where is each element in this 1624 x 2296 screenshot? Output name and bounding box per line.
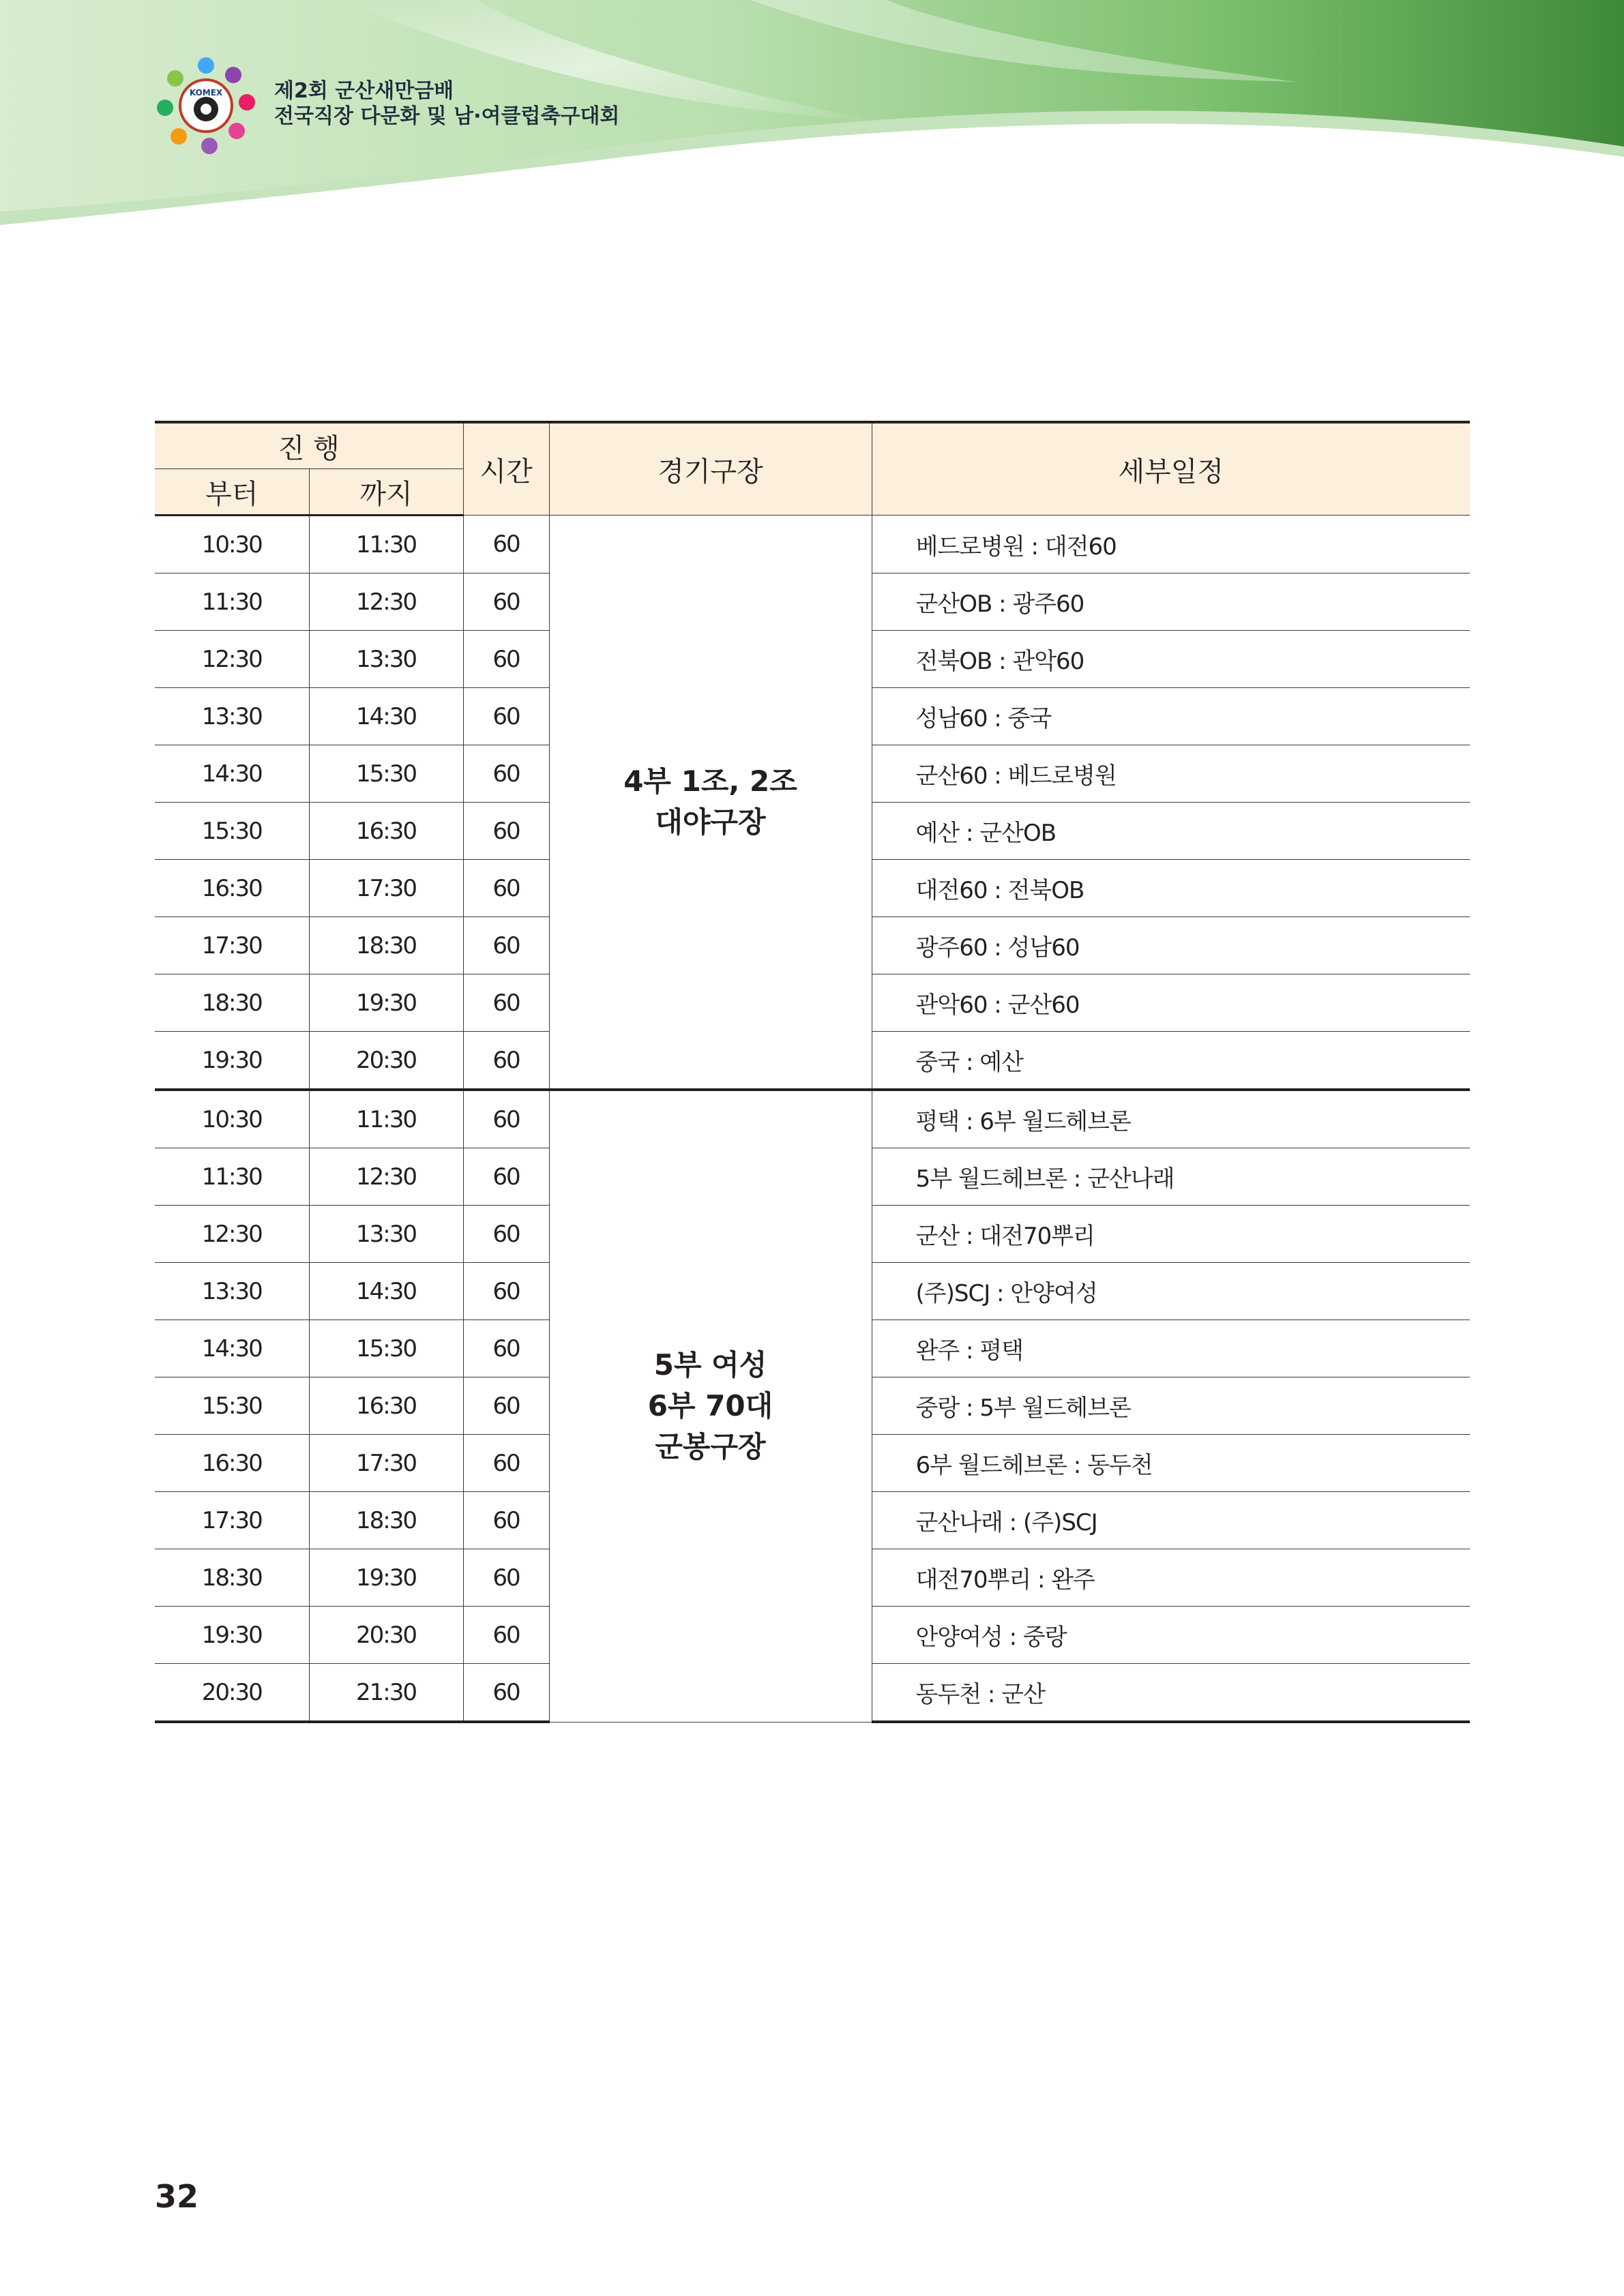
cell-from: 15:30 (155, 803, 309, 860)
cell-time: 60 (463, 1377, 549, 1435)
header-progress: 진 행 (155, 422, 463, 469)
cell-to: 16:30 (309, 1377, 463, 1435)
cell-to: 15:30 (309, 1320, 463, 1377)
cell-to: 20:30 (309, 1607, 463, 1664)
cell-from: 18:30 (155, 1549, 309, 1607)
cell-match: 성남60 : 중국 (872, 688, 1470, 745)
cell-match: 군산 : 대전70뿌리 (872, 1206, 1470, 1263)
cell-to: 18:30 (309, 917, 463, 974)
cell-time: 60 (463, 1263, 549, 1320)
cell-match: 전북OB : 관악60 (872, 631, 1470, 688)
cell-match: 완주 : 평택 (872, 1320, 1470, 1377)
cell-to: 11:30 (309, 516, 463, 573)
cell-to: 19:30 (309, 974, 463, 1032)
cell-to: 17:30 (309, 1435, 463, 1492)
cell-from: 10:30 (155, 516, 309, 573)
cell-match: 동두천 : 군산 (872, 1664, 1470, 1723)
cell-match: 중국 : 예산 (872, 1032, 1470, 1090)
cell-from: 11:30 (155, 1148, 309, 1206)
event-title (274, 78, 619, 129)
cell-match: 베드로병원 : 대전60 (872, 516, 1470, 573)
logo-text: KOMEX (189, 88, 223, 98)
cell-match: 대전70뿌리 : 완주 (872, 1549, 1470, 1607)
venue-line: 5부 여성 (653, 1348, 767, 1382)
cell-time: 60 (463, 803, 549, 860)
cell-to: 18:30 (309, 1492, 463, 1549)
cell-to: 21:30 (309, 1664, 463, 1723)
cell-to: 14:30 (309, 688, 463, 745)
cell-to: 16:30 (309, 803, 463, 860)
cell-time: 60 (463, 1206, 549, 1263)
cell-time: 60 (463, 1664, 549, 1723)
header-from: 부터 (155, 469, 309, 516)
cell-from: 19:30 (155, 1607, 309, 1664)
cell-from: 11:30 (155, 573, 309, 631)
cell-from: 14:30 (155, 1320, 309, 1377)
cell-time: 60 (463, 974, 549, 1032)
cell-match: 대전60 : 전북OB (872, 860, 1470, 917)
cell-from: 16:30 (155, 860, 309, 917)
cell-match: 5부 월드헤브론 : 군산나래 (872, 1148, 1470, 1206)
cell-from: 10:30 (155, 1090, 309, 1148)
cell-from: 13:30 (155, 688, 309, 745)
cell-from: 12:30 (155, 631, 309, 688)
event-title-line2: 전국직장 다문화 및 남·여클럽축구대회 (274, 104, 620, 128)
cell-time: 60 (463, 860, 549, 917)
cell-venue (549, 516, 872, 1090)
cell-time: 60 (463, 1032, 549, 1090)
cell-from: 20:30 (155, 1664, 309, 1723)
cell-time: 60 (463, 573, 549, 631)
cell-time: 60 (463, 1090, 549, 1148)
cell-to: 15:30 (309, 745, 463, 803)
cell-from: 18:30 (155, 974, 309, 1032)
cell-time: 60 (463, 1320, 549, 1377)
cell-time: 60 (463, 1492, 549, 1549)
cell-match: 6부 월드헤브론 : 동두천 (872, 1435, 1470, 1492)
cell-from: 19:30 (155, 1032, 309, 1090)
cell-from: 17:30 (155, 917, 309, 974)
table-row (155, 516, 1470, 573)
cell-from: 12:30 (155, 1206, 309, 1263)
cell-to: 11:30 (309, 1090, 463, 1148)
cell-to: 12:30 (309, 573, 463, 631)
cell-time: 60 (463, 1607, 549, 1664)
cell-time: 60 (463, 1148, 549, 1206)
cell-to: 14:30 (309, 1263, 463, 1320)
cell-match: 관악60 : 군산60 (872, 974, 1470, 1032)
cell-match: 안양여성 : 중랑 (872, 1607, 1470, 1664)
venue-line: 4부 1조, 2조 (623, 764, 797, 798)
cell-time: 60 (463, 631, 549, 688)
cell-time: 60 (463, 1435, 549, 1492)
cell-time: 60 (463, 688, 549, 745)
venue-line: 군봉구장 (655, 1430, 766, 1464)
cell-time: 60 (463, 1549, 549, 1607)
cell-match: 광주60 : 성남60 (872, 917, 1470, 974)
cell-venue (549, 1090, 872, 1722)
venue-line: 대야구장 (655, 805, 766, 839)
tournament-logo (151, 55, 261, 157)
cell-match: 중랑 : 5부 월드헤브론 (872, 1377, 1470, 1435)
cell-match: 예산 : 군산OB (872, 803, 1470, 860)
cell-match: (주)SCJ : 안양여성 (872, 1263, 1470, 1320)
schedule-body (155, 516, 1470, 1723)
cell-time: 60 (463, 917, 549, 974)
cell-from: 16:30 (155, 1435, 309, 1492)
header-time: 시간 (463, 422, 549, 516)
venue-line: 6부 70대 (647, 1389, 773, 1423)
cell-from: 17:30 (155, 1492, 309, 1549)
table-row (155, 1090, 1470, 1148)
cell-time: 60 (463, 516, 549, 573)
cell-match: 평택 : 6부 월드헤브론 (872, 1090, 1470, 1148)
event-title-line1: 제2회 군산새만금배 (274, 79, 454, 103)
cell-from: 13:30 (155, 1263, 309, 1320)
header-detail: 세부일정 (872, 422, 1470, 516)
header-to: 까지 (309, 469, 463, 516)
cell-to: 13:30 (309, 1206, 463, 1263)
match-schedule-table (155, 421, 1470, 1723)
cell-to: 13:30 (309, 631, 463, 688)
cell-to: 19:30 (309, 1549, 463, 1607)
cell-from: 15:30 (155, 1377, 309, 1435)
cell-match: 군산OB : 광주60 (872, 573, 1470, 631)
page-number: 32 (155, 2178, 199, 2215)
cell-to: 12:30 (309, 1148, 463, 1206)
cell-from: 14:30 (155, 745, 309, 803)
cell-to: 17:30 (309, 860, 463, 917)
cell-match: 군산나래 : (주)SCJ (872, 1492, 1470, 1549)
cell-time: 60 (463, 745, 549, 803)
cell-match: 군산60 : 베드로병원 (872, 745, 1470, 803)
cell-to: 20:30 (309, 1032, 463, 1090)
header-venue: 경기구장 (549, 422, 872, 516)
